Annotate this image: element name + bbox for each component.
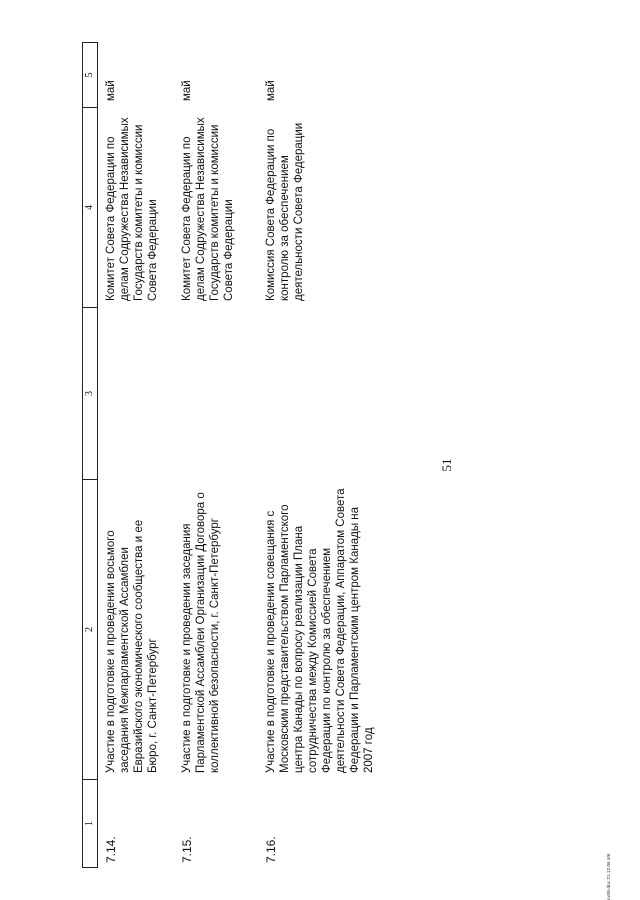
table-row xyxy=(174,43,258,868)
column-header-1: 1 xyxy=(83,780,98,868)
item-number: 7.15. xyxy=(180,836,194,863)
item-column-3 xyxy=(174,308,258,480)
table-header-row xyxy=(83,43,98,868)
item-description: Участие в подготовке и проведении совещания с Московским представительством Парламентского центра Канады по вопросу реализации Плана сотрудничества между Комиссией Совета Федерации по контролю за обеспечением деятельности Совета Федерации, Аппаратом Совета Федерации и Парламентским центром Канады на 2007 год xyxy=(265,488,375,773)
item-number: 7.16. xyxy=(264,836,278,863)
item-description: Участие в подготовке и проведении восьмого заседания Межпарламентской Ассамблеи Евразийского экономического сообщества и ее Бюро, г. Санкт-Петербург xyxy=(105,519,159,773)
item-date: май xyxy=(265,80,277,101)
item-responsible: Комиссия Совета Федерации по контролю за обеспечением деятельности Совета Федерации xyxy=(265,122,305,301)
column-header-4: 4 xyxy=(83,108,98,308)
item-number: 7.14. xyxy=(104,836,118,863)
table-row xyxy=(258,43,414,868)
item-responsible: Комитет Совета Федерации по делам Содружества Независимых Государств комитеты и комиссии Совета Федерации xyxy=(181,117,235,301)
column-header-3: 3 xyxy=(83,308,98,480)
file-stamp: ov36.doc 21.12.06 4/6 xyxy=(606,853,611,900)
rotated-document-page xyxy=(82,30,622,900)
item-date: май xyxy=(105,80,117,101)
plan-table xyxy=(82,42,414,868)
column-header-2: 2 xyxy=(83,480,98,780)
column-header-5: 5 xyxy=(83,43,98,108)
item-date: май xyxy=(181,80,193,101)
page-number: 51 xyxy=(439,458,454,472)
item-description: Участие в подготовке и проведении заседания Парламентской Ассамблеи Организации Договора о коллективной безопасности, г. Санкт-Петербург xyxy=(181,492,221,773)
item-column-3 xyxy=(98,308,175,480)
item-responsible: Комитет Совета Федерации по делам Содружества Независимых Государств комитеты и комиссии Совета Федерации xyxy=(105,117,159,301)
document-sheet xyxy=(82,30,622,900)
table-row xyxy=(98,43,175,868)
item-column-3 xyxy=(258,308,414,480)
